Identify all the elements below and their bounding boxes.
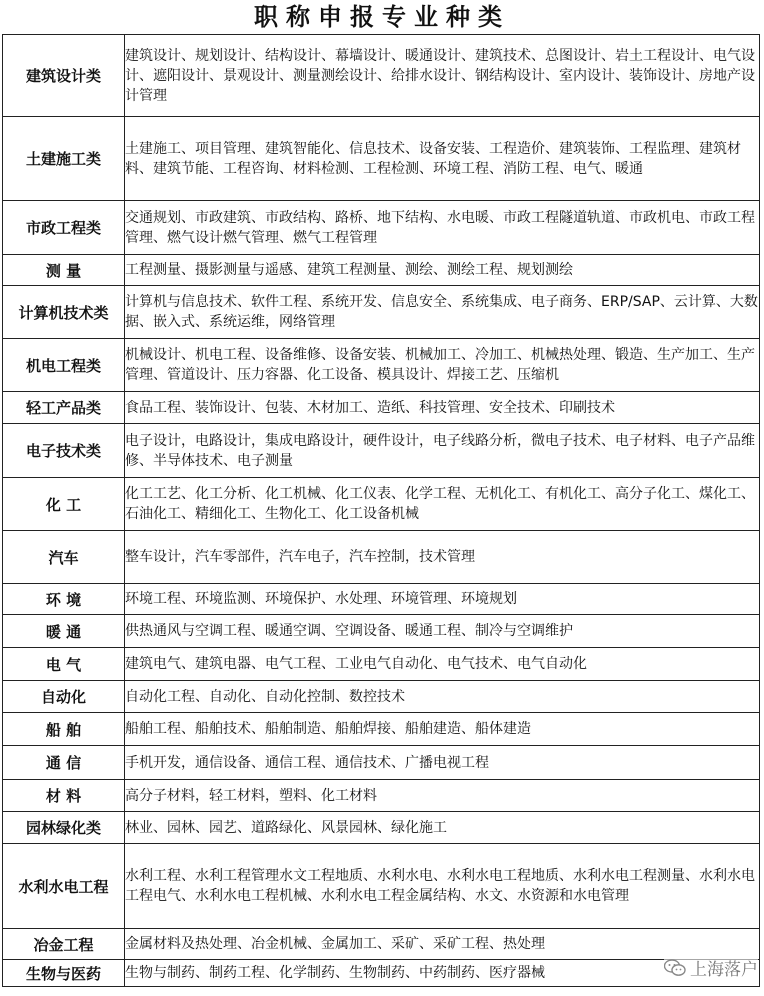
items-cell: 工程测量、摄影测量与遥感、建筑工程测量、测绘、测绘工程、规划测绘: [125, 255, 760, 286]
category-cell: 自动化: [3, 681, 125, 713]
table-row: [3, 615, 760, 648]
items-cell: 自动化工程、自动化、自动化控制、数控技术: [125, 681, 760, 713]
items-cell: 化工工艺、化工分析、化工机械、化工仪表、化学工程、无机化工、有机化工、高分子化工、煤化工、石油化工、精细化工、生物化工、化工设备机械: [125, 478, 760, 531]
items-cell: 建筑设计、规划设计、结构设计、幕墙设计、暖通设计、建筑技术、总图设计、岩土工程设计、电气设计、遮阳设计、景观设计、测量测绘设计、给排水设计、钢结构设计、室内设计、装饰设计、房地产设计管理: [125, 35, 760, 117]
category-cell: 机电工程类: [3, 339, 125, 392]
category-cell: 水利水电工程: [3, 844, 125, 929]
items-cell: 水利工程、水利工程管理水文工程地质、水利水电、水利水电工程地质、水利水电工程测量、水利水电工程电气、水利水电工程机械、水利水电工程金属结构、水文、水资源和水电管理: [125, 844, 760, 929]
table-row: [3, 424, 760, 478]
category-cell: 测 量: [3, 255, 125, 286]
category-cell: 生物与医药: [3, 960, 125, 987]
items-cell: 生物与制药、制药工程、化学制药、生物制药、中药制药、医疗器械: [125, 960, 760, 987]
table-row: [3, 286, 760, 339]
table-row: [3, 392, 760, 424]
table-row: [3, 478, 760, 531]
items-cell: 整车设计，汽车零部件，汽车电子，汽车控制，技术管理: [125, 531, 760, 584]
category-cell: 汽车: [3, 531, 125, 584]
items-cell: 林业、园林、园艺、道路绿化、风景园林、绿化施工: [125, 812, 760, 844]
items-cell: 交通规划、市政建筑、市政结构、路桥、地下结构、水电暖、市政工程隧道轨道、市政机电、市政工程管理、燃气设计燃气管理、燃气工程管理: [125, 201, 760, 255]
category-cell: 园林绿化类: [3, 812, 125, 844]
category-cell: 暖 通: [3, 615, 125, 648]
table-row: [3, 531, 760, 584]
page-title: 职称申报专业种类: [254, 2, 510, 31]
table-row: [3, 584, 760, 615]
items-cell: 电子设计，电路设计，集成电路设计，硬件设计，电子线路分析，微电子技术、电子材料、电子产品维修、半导体技术、电子测量: [125, 424, 760, 478]
table-row: [3, 648, 760, 681]
items-cell: 计算机与信息技术、软件工程、系统开发、信息安全、系统集成、电子商务、ERP/SAP、云计算、大数据、嵌入式、系统运维，网络管理: [125, 286, 760, 339]
table-row: [3, 929, 760, 960]
table-row: [3, 117, 760, 201]
category-cell: 电 气: [3, 648, 125, 681]
specialty-table: [2, 34, 760, 987]
items-cell: 建筑电气、建筑电器、电气工程、工业电气自动化、电气技术、电气自动化: [125, 648, 760, 681]
category-cell: 土建施工类: [3, 117, 125, 201]
category-cell: 建筑设计类: [3, 35, 125, 117]
category-cell: 冶金工程: [3, 929, 125, 960]
items-cell: 高分子材料，轻工材料，塑料、化工材料: [125, 780, 760, 812]
items-cell: 食品工程、装饰设计、包装、木材加工、造纸、科技管理、安全技术、印刷技术: [125, 392, 760, 424]
table-row: [3, 780, 760, 812]
category-cell: 化 工: [3, 478, 125, 531]
items-cell: 船舶工程、船舶技术、船舶制造、船舶焊接、船舶建造、船体建造: [125, 713, 760, 746]
category-cell: 轻工产品类: [3, 392, 125, 424]
items-cell: 手机开发，通信设备、通信工程、通信技术、广播电视工程: [125, 746, 760, 780]
table-row: [3, 339, 760, 392]
category-cell: 市政工程类: [3, 201, 125, 255]
category-cell: 电子技术类: [3, 424, 125, 478]
table-row: [3, 960, 760, 987]
table-row: [3, 713, 760, 746]
table-row: [3, 681, 760, 713]
table-row: [3, 255, 760, 286]
table-row: [3, 35, 760, 117]
table-row: [3, 746, 760, 780]
category-cell: 船 舶: [3, 713, 125, 746]
category-cell: 环 境: [3, 584, 125, 615]
category-cell: 计算机技术类: [3, 286, 125, 339]
table-row: [3, 812, 760, 844]
items-cell: 供热通风与空调工程、暖通空调、空调设备、暖通工程、制冷与空调维护: [125, 615, 760, 648]
items-cell: 土建施工、项目管理、建筑智能化、信息技术、设备安装、工程造价、建筑装饰、工程监理、建筑材料、建筑节能、工程咨询、材料检测、工程检测、环境工程、消防工程、电气、暖通: [125, 117, 760, 201]
items-cell: 金属材料及热处理、冶金机械、金属加工、采矿、采矿工程、热处理: [125, 929, 760, 960]
category-cell: 通 信: [3, 746, 125, 780]
watermark-text: 上海落户: [690, 960, 758, 980]
table-row: [3, 844, 760, 929]
wechat-icon: [664, 959, 686, 977]
category-cell: 材 料: [3, 780, 125, 812]
watermark: [664, 955, 758, 980]
items-cell: 机械设计、机电工程、设备维修、设备安装、机械加工、冷加工、机械热处理、锻造、生产加工、生产管理、管道设计、压力容器、化工设备、模具设计、焊接工艺、压缩机: [125, 339, 760, 392]
items-cell: 环境工程、环境监测、环境保护、水处理、环境管理、环境规划: [125, 584, 760, 615]
table-row: [3, 201, 760, 255]
